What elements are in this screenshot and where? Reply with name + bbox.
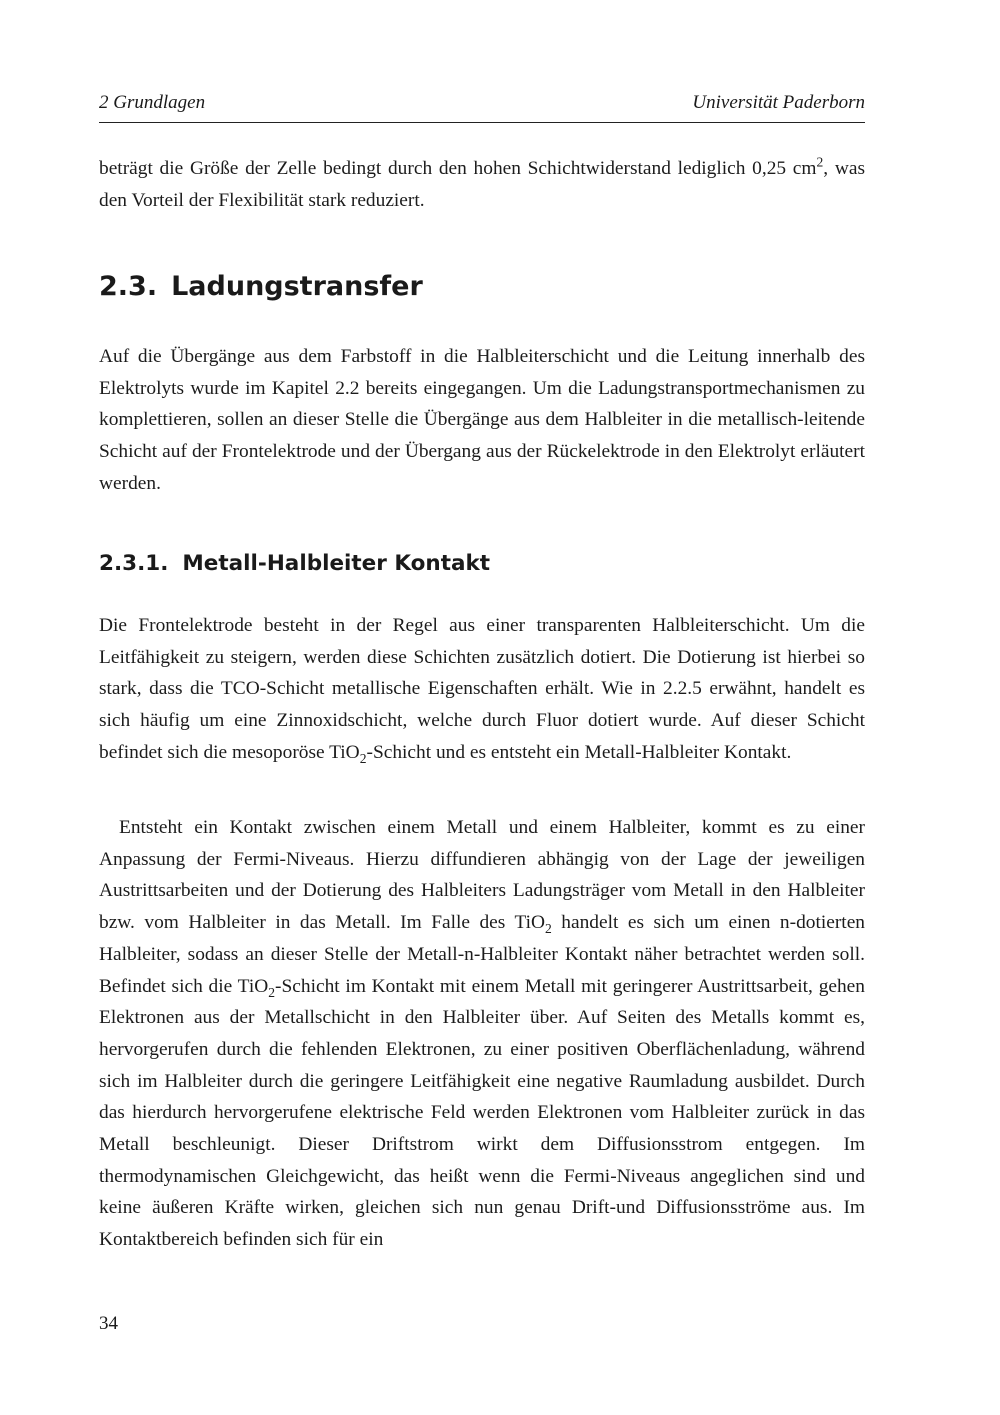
section-heading [99,271,423,302]
intro-text-b: , was den Vorteil der Flexibilität stark reduziert. [99,158,865,211]
subsection-paragraph-2 [99,812,865,1256]
intro-text-a: beträgt die Größe der Zelle bedingt durch den hohen Schichtwiderstand lediglich 0,25 cm [99,158,817,179]
intro-superscript: 2 [816,154,824,170]
intro-paragraph [99,153,865,216]
p1-subscript: 2 [359,750,367,766]
p2-text-a: Entsteht ein Kontakt zwischen einem Metall und einem Halbleiter, kommt es zu einer Anpassung der Fermi-Niveaus. Hierzu diffundieren abhängig von der Lage der jeweiligen Austrittsarbeiten und der Dotierung des Halbleiters Ladungsträger vom Metall in den Halbleiter bzw. vom Halbleiter in das Metall. Im Falle des TiO [99,817,865,934]
section-title: Ladungstransfer [171,271,423,302]
subsection-heading [99,551,490,576]
header-university: Universität Paderborn [692,92,865,113]
p2-text-b: handelt es sich um einen n-dotierten Halbleiter, sodass an dieser Stelle der Metall-n-Halbleiter Kontakt näher betrachtet werden soll. Befindet sich die TiO [99,912,865,997]
subsection-title: Metall-Halbleiter Kontakt [182,551,491,576]
page-number: 34 [99,1313,118,1334]
p2-subscript-2: 2 [268,984,276,1000]
p1-text-a: Die Frontelektrode besteht in der Regel aus einer transparenten Halbleiterschicht. Um die Leitfähigkeit zu steigern, werden diese Schichten zusätzlich dotiert. Die Dotierung ist hierbei so stark, dass die TCO-Schicht metallische Eigenschaften erhält. Wie in 2.2.5 erwähnt, handelt es sich häufig um eine Zinnoxidschicht, welche durch Fluor dotiert wurde. Auf dieser Schicht befindet sich die mesoporöse TiO [99,615,865,763]
p2-subscript-1: 2 [545,920,552,936]
running-header [99,92,865,123]
section-number: 2.3. [99,271,158,302]
header-chapter: 2 Grundlagen [99,92,206,113]
p1-text-b: -Schicht und es entsteht ein Metall-Halbleiter Kontakt. [366,741,792,763]
p2-text-c: -Schicht im Kontakt mit einem Metall mit geringerer Austrittsarbeit, gehen Elektronen aus der Metallschicht in den Halbleiter über. Auf Seiten des Metalls kommt es, hervorgerufen durch die fehlenden Elektronen, zu einer positiven Oberflächenladung, während sich im Halbleiter durch die geringere Leitfähigkeit eine negative Raumladung ausbildet. Durch das hierdurch hervorgerufene elektrische Feld werden Elektronen vom Halbleiter zurück in das Metall beschleunigt. Dieser Driftstrom wirkt dem Diffusionsstrom entgegen. Im thermodynamischen Gleichgewicht, das heißt wenn die Fermi-Niveaus angeglichen sind und keine äußeren Kräfte wirken, gleichen sich nun genau Drift-und Diffusionsströme aus. Im Kontaktbereich befinden sich für ein [99,975,865,1251]
section-paragraph: Auf die Übergänge aus dem Farbstoff in die Halbleiterschicht und die Leitung innerhalb des Elektrolyts wurde im Kapitel 2.2 bereits eingegangen. Um die Ladungstransportmechanismen zu komplettieren, sollen an dieser Stelle die Übergänge aus dem Halbleiter in die metallisch-leitende Schicht auf der Frontelektrode und der Übergang aus der Rückelektrode in den Elektrolyt erläutert werden. [99,346,865,494]
subsection-number: 2.3.1. [99,551,169,576]
subsection-paragraph-1 [99,610,865,769]
